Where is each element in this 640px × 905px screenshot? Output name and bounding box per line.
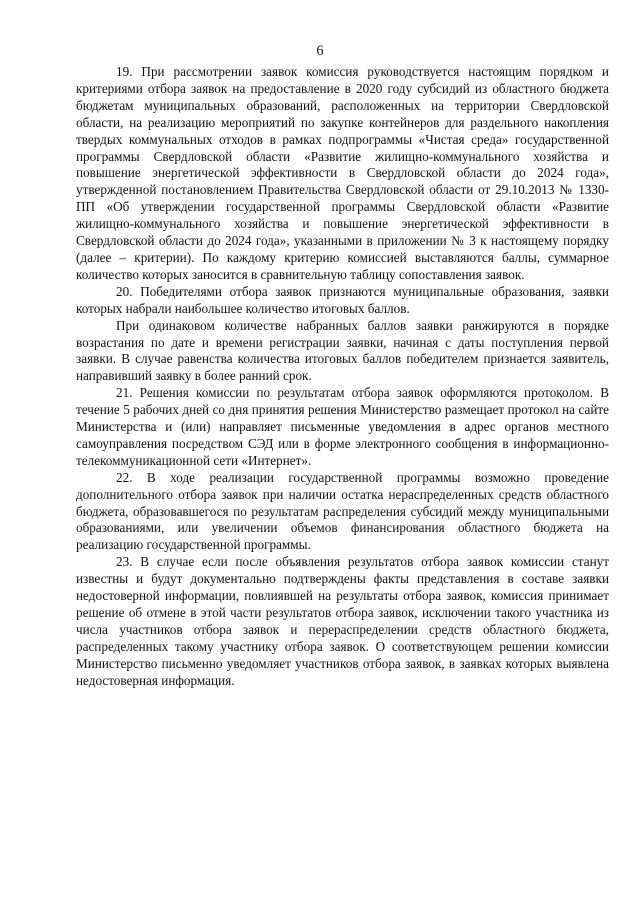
paragraph-22: 22. В ходе реализации государственной программы возможно проведение дополнительного отбора заявок при наличии остатка нераспределенных средств областного бюджета, образовавшегося по результатам распределения субсидий между муниципальными образованиями, или увеличении объемов финансирования областного бюджета на реализацию государственной программы. — [76, 469, 609, 553]
paragraph-19: 19. При рассмотрении заявок комиссия руководствуется настоящим порядком и критериями отбора заявок на предоставление в 2020 году субсидий из областного бюджета бюджетам муниципальных образований, расположенных на территории Свердловской области, на реализацию мероприятий по закупке контейнеров для раздельного накопления твердых коммунальных отходов в рамках подпрограммы «Чистая среда» государственной программы Свердловской области «Развитие жилищно-коммунального хозяйства и повышение энергетической эффективности в Свердловской области до 2024 года», утвержденной постановлением Правительства Свердловской области от 29.10.2013 № 1330-ПП «Об утверждении государственной программы Свердловской области «Развитие жилищно-коммунального хозяйства и повышение энергетической эффективности в Свердловской области до 2024 года», указанными в приложении № 3 к настоящему порядку (далее – критерии). По каждому критерию комиссией выставляются баллы, суммарное количество которых заносится в сравнительную таблицу сопоставления заявок. — [76, 64, 609, 282]
paragraph-20-continuation: При одинаковом количестве набранных баллов заявки ранжируются в порядке возрастания по дате и времени регистрации заявки, начиная с даты поступления первой заявки. В случае равенства количества итоговых баллов победителем признается заявитель, направивший заявку в более ранний срок. — [76, 317, 609, 384]
paragraph-20: 20. Победителями отбора заявок признаются муниципальные образования, заявки которых набрали наибольшее количество итоговых баллов. — [76, 283, 609, 316]
paragraph-21: 21. Решения комиссии по результатам отбора заявок оформляются протоколом. В течение 5 рабочих дней со дня принятия решения Министерство размещает протокол на сайте Министерства и (или) направляет письменные уведомления в адрес органов местного самоуправления посредством СЭД или в форме электронного сообщения в информационно-телекоммуникационной сети «Интернет». — [76, 385, 609, 468]
page-number: 6 — [316, 43, 324, 59]
document-body — [76, 64, 609, 690]
paragraph-23: 23. В случае если после объявления результатов отбора заявок комиссии станут известны и будут документально подтверждены факты представления в составе заявки недостоверной информации, повлиявшей на результаты отбора заявок, комиссия принимает решение об отмене в этой части результатов отбора заявок, исключении такого участника из числа участников отбора заявок и перераспределении средств областного бюджета, распределенных такому участнику отбора заявок. О соответствующем решении комиссии Министерство письменно уведомляет участников отбора заявок, в заявках которых выявлена недостоверная информация. — [76, 554, 609, 688]
